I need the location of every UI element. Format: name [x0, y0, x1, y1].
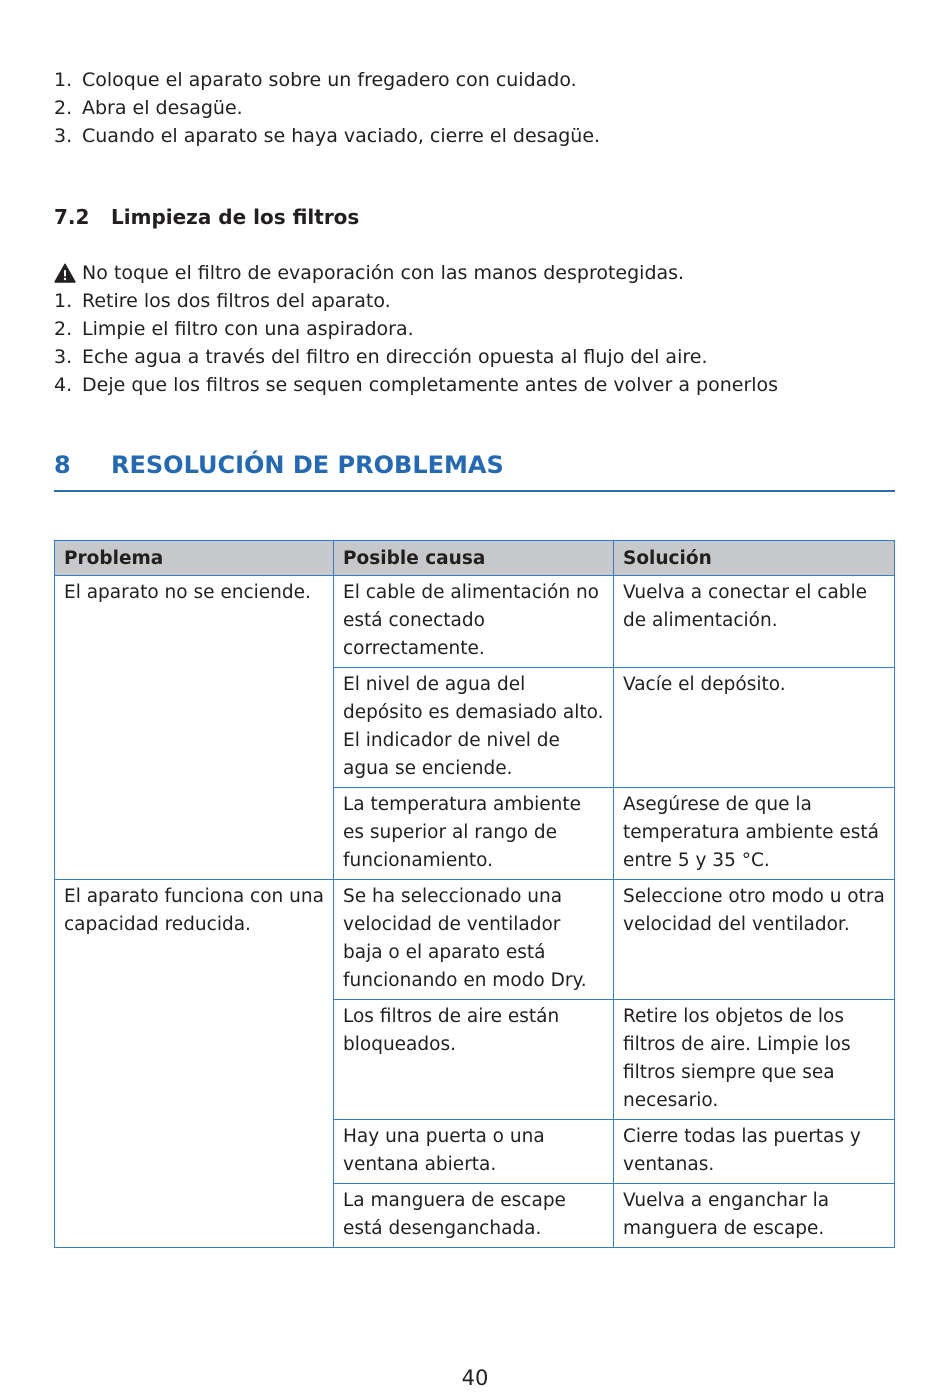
column-header-problem: Problema [55, 541, 334, 576]
solution-cell: Vacíe el depósito. [614, 668, 895, 788]
list-item-number: 1. [54, 69, 73, 91]
cause-cell: La manguera de escape está desenganchada. [334, 1184, 614, 1248]
list-item-number: 3. [54, 346, 73, 368]
list-item-number: 3. [54, 125, 73, 147]
solution-cell: Retire los objetos de los filtros de aire. Limpie los filtros siempre que sea necesario. [614, 1000, 895, 1120]
list-item-text: Limpie el filtro con una aspiradora. [82, 318, 414, 340]
list-item [54, 122, 600, 150]
list-item-number: 1. [54, 290, 73, 312]
section-title: Limpieza de los filtros [111, 205, 360, 229]
list-item-text: Eche agua a través del filtro en dirección opuesta al flujo del aire. [82, 346, 708, 368]
list-item-number: 2. [54, 318, 73, 340]
cause-cell: El cable de alimentación no está conectado correctamente. [334, 576, 614, 668]
list-item [54, 287, 778, 315]
table-row [55, 576, 895, 668]
list-item-text: Coloque el aparato sobre un fregadero con cuidado. [82, 69, 577, 91]
filter-steps-list [54, 287, 778, 399]
section-number: 8 [54, 451, 71, 479]
section-number: 7.2 [54, 205, 90, 229]
page-number: 40 [461, 1366, 489, 1390]
solution-cell: Seleccione otro modo u otra velocidad del ventilador. [614, 880, 895, 1000]
list-item [54, 343, 778, 371]
list-item [54, 315, 778, 343]
drain-steps-list [54, 66, 600, 150]
troubleshooting-table [54, 540, 895, 1248]
cause-cell: Se ha seleccionado una velocidad de ventilador baja o el aparato está funcionando en modo Dry. [334, 880, 614, 1000]
section-heading-7-2 [54, 203, 359, 231]
column-header-cause: Posible causa [334, 541, 614, 576]
list-item-number: 4. [54, 374, 73, 396]
cause-cell: Hay una puerta o una ventana abierta. [334, 1120, 614, 1184]
problem-cell: El aparato no se enciende. [55, 576, 334, 880]
solution-cell: Vuelva a conectar el cable de alimentación. [614, 576, 895, 668]
list-item-number: 2. [54, 97, 73, 119]
warning-text: No toque el filtro de evaporación con las manos desprotegidas. [82, 262, 685, 284]
warning-note [54, 259, 684, 287]
solution-cell: Cierre todas las puertas y ventanas. [614, 1120, 895, 1184]
column-header-solution: Solución [614, 541, 895, 576]
list-item-text: Deje que los filtros se sequen completamente antes de volver a ponerlos [82, 374, 779, 396]
solution-cell: Vuelva a enganchar la manguera de escape. [614, 1184, 895, 1248]
list-item [54, 66, 600, 94]
cause-cell: Los filtros de aire están bloqueados. [334, 1000, 614, 1120]
list-item [54, 371, 778, 399]
section-heading-8 [54, 449, 895, 492]
list-item [54, 94, 600, 122]
problem-cell: El aparato funciona con una capacidad reducida. [55, 880, 334, 1248]
list-item-text: Cuando el aparato se haya vaciado, cierre el desagüe. [82, 125, 601, 147]
section-title: RESOLUCIÓN DE PROBLEMAS [111, 451, 504, 479]
table-row [55, 880, 895, 1000]
cause-cell: La temperatura ambiente es superior al rango de funcionamiento. [334, 788, 614, 880]
list-item-text: Abra el desagüe. [82, 97, 243, 119]
table-header-row [55, 541, 895, 576]
warning-triangle-icon [54, 263, 76, 283]
list-item-text: Retire los dos filtros del aparato. [82, 290, 391, 312]
cause-cell: El nivel de agua del depósito es demasiado alto. El indicador de nivel de agua se enciende. [334, 668, 614, 788]
solution-cell: Asegúrese de que la temperatura ambiente está entre 5 y 35 °C. [614, 788, 895, 880]
